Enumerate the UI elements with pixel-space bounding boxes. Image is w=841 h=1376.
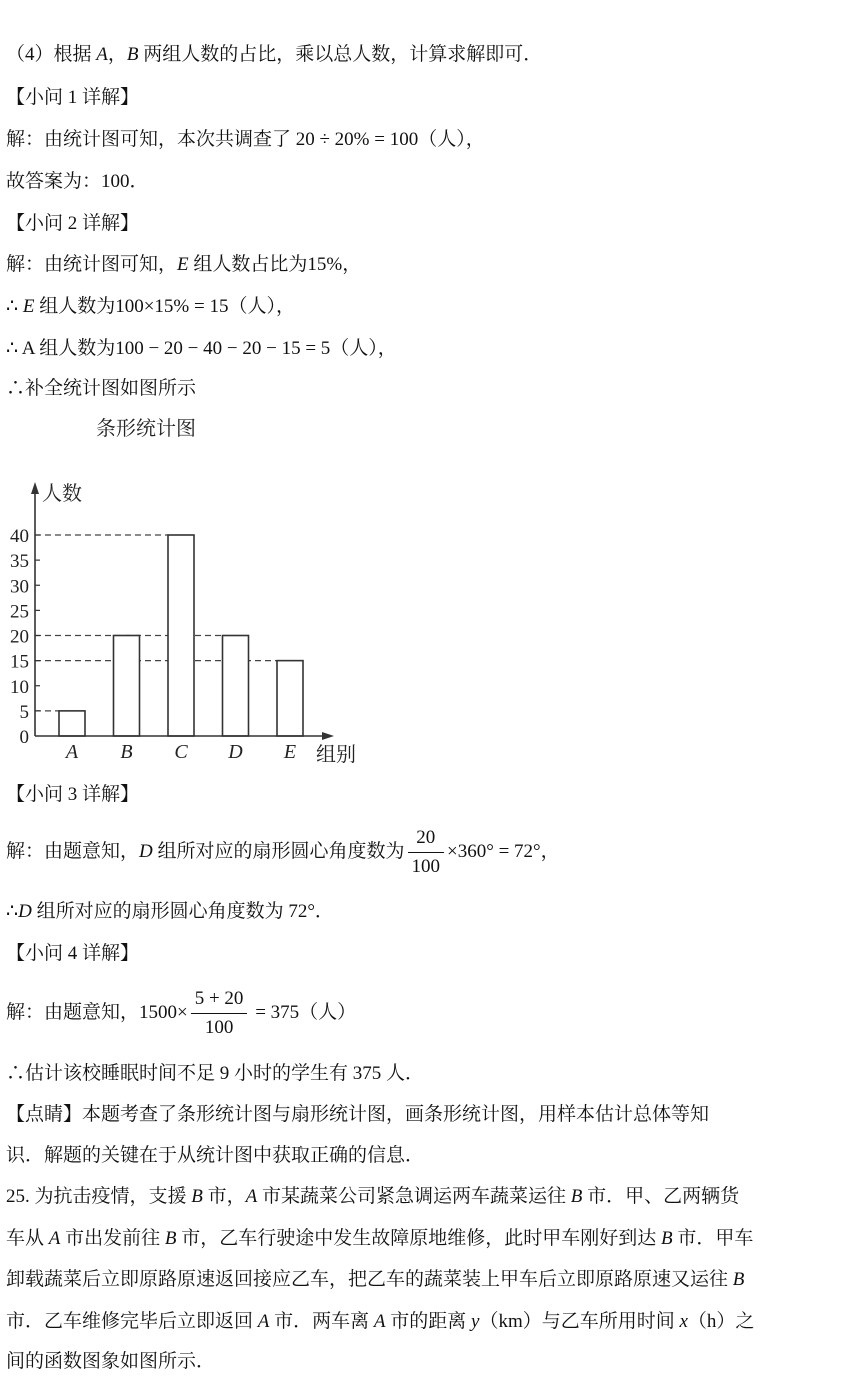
problem-25-line3: 卸载蔬菜后立即原路原速返回接应乙车，把乙车的蔬菜装上甲车后立即原路原速又运往 B <box>6 1269 745 1290</box>
y-tick-label-5: 5 <box>19 701 29 723</box>
problem-25-line1: 25. 为抗击疫情，支援 B 市，A 市某蔬菜公司紧急调运两车蔬菜运往 B 市．甲、乙两辆货 <box>6 1186 740 1207</box>
fraction-25-over-100: $\frac{5 + 20}{100}$ <box>191 987 248 1040</box>
x-axis-label: 组别 <box>316 744 356 766</box>
y-tick-label-0: 0 <box>19 727 29 748</box>
y-tick-label-20: 20 <box>10 626 29 648</box>
problem-25-line5: 间的函数图象如图所示． <box>6 1351 216 1372</box>
solution-q2-line1: 解：由统计图可知，E 组人数占比为15%， <box>6 254 362 275</box>
section-heading-q1: 【小问 1 详解】 <box>6 87 140 108</box>
bar-B <box>114 636 140 737</box>
x-tick-label-A: A <box>65 741 79 763</box>
remark-line2: 识．解题的关键在于从统计图中获取正确的信息． <box>6 1145 425 1166</box>
y-tick-label-35: 35 <box>10 551 29 573</box>
solution-q2-line2: ∴ E 组人数为100×15% = 15（人）， <box>6 296 295 317</box>
solution-q3-line1: 解：由题意知，D 组所对应的扇形圆心角度数为 $\frac{20}{100}$ ×360° = 72°， <box>6 827 560 878</box>
reasoning-step-4: （4）根据 A，B 两组人数的占比，乘以总人数，计算求解即可． <box>6 44 543 65</box>
y-axis-arrow <box>31 482 39 494</box>
problem-25-line2: 车从 A 市出发前往 B 市，乙车行驶途中发生故障原地维修，此时甲车刚好到达 B 市．甲车 <box>6 1228 754 1249</box>
section-heading-q4: 【小问 4 详解】 <box>6 943 140 964</box>
x-tick-label-E: E <box>283 741 297 763</box>
problem-25-line4: 市．乙车维修完毕后立即返回 A 市．两车离 A 市的距离 y（km）与乙车所用时间 x（h）之 <box>6 1311 755 1332</box>
x-tick-labels <box>64 741 296 763</box>
section-heading-q2: 【小问 2 详解】 <box>6 213 140 234</box>
bar-chart <box>0 404 400 776</box>
chart-title: 条形统计图 <box>96 418 196 440</box>
x-tick-label-C: C <box>174 741 188 763</box>
remark-line1: 【点睛】本题考查了条形统计图与扇形统计图，画条形统计图，用样本估计总体等知 <box>6 1104 710 1125</box>
y-tick-label-40: 40 <box>10 526 29 547</box>
x-axis-arrow <box>322 732 334 740</box>
bar-D <box>223 636 249 737</box>
solution-q2-line3: ∴ A 组人数为100 − 20 − 40 − 20 − 15 = 5（人）， <box>6 338 397 359</box>
bar-C <box>168 535 194 736</box>
fraction-20-over-100: $\frac{20}{100}$ <box>408 826 445 879</box>
x-tick-label-B: B <box>120 741 133 763</box>
y-axis-label: 人数 <box>42 483 82 505</box>
y-tick-label-10: 10 <box>10 676 29 698</box>
solution-q2-line4: ∴补全统计图如图所示 <box>6 378 197 399</box>
bar-A <box>59 711 85 736</box>
solution-q3-line2: ∴D 组所对应的扇形圆心角度数为 72°． <box>6 901 334 922</box>
solution-q1: 解：由统计图可知，本次共调查了 20 ÷ 20% = 100（人）， <box>6 129 485 150</box>
solution-q4-line1: 解：由题意知，1500× $\frac{5 + 20}{100}$ = 375（人） <box>6 988 357 1039</box>
solution-q4-line2: ∴估计该校睡眠时间不足 9 小时的学生有 375 人． <box>6 1063 425 1084</box>
y-tick-label-25: 25 <box>10 601 29 623</box>
bar-E <box>277 661 303 736</box>
answer-q1: 故答案为：100． <box>6 171 149 192</box>
y-tick-label-15: 15 <box>10 651 29 673</box>
x-tick-label-D: D <box>228 741 243 763</box>
y-tick-label-30: 30 <box>10 576 29 598</box>
section-heading-q3: 【小问 3 详解】 <box>6 784 140 805</box>
